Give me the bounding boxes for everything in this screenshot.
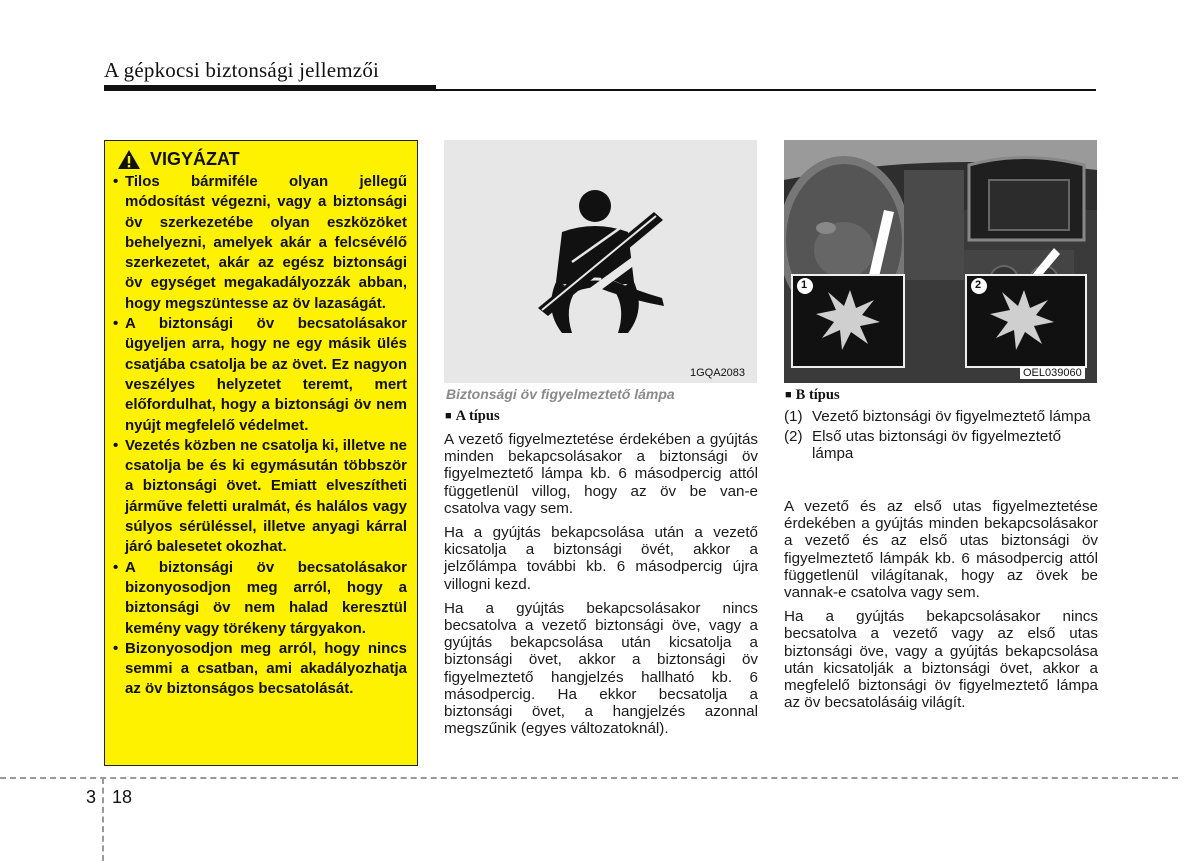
list-item bbox=[784, 408, 1098, 425]
type-b-label: ■ B típus bbox=[785, 387, 840, 403]
warning-item: • A biztonsági öv becsatolásakor bizonyosodjon meg arról, hogy a biztonsági öv nem halad keresztül kemény vagy törékeny tárgyakon. bbox=[113, 558, 407, 639]
paragraph: Ha a gyújtás bekapcsolásakor nincs becsatolva a vezető biztonsági öve, vagy a gyújtás bekapcsolása után kicsatolja a biztonsági övet, akkor a biztonsági öv figyelmeztető hangjelzés hallható kb. 6 másodpercig. Ha ekkor becsatolja a biztonsági övet, a hangjelzés azonnal megszűnik (egyes változatoknál). bbox=[444, 599, 758, 738]
type-b-text bbox=[784, 498, 1098, 718]
type-a-label: ■ A típus bbox=[445, 408, 500, 424]
footer-vertical-divider bbox=[102, 778, 104, 861]
list-item-num: (2) bbox=[784, 428, 803, 446]
warning-box bbox=[104, 140, 418, 766]
paragraph: Ha a gyújtás bekapcsolásakor nincs becsatolva a vezető vagy az első utas biztonsági öve, vagy a gyújtás bekapcsolása után kicsatolják a biztonsági övet, akkor a megfelelő biztonsági öv figyelmeztető lámpa az öv becsatolásáig világít. bbox=[784, 608, 1098, 712]
warning-header bbox=[117, 149, 407, 170]
warning-item: • A biztonsági öv becsatolásakor ügyeljen arra, hogy ne egy másik ülés csatjába csatolja be az övet. Ez nagyon veszélyes helyzetet teremt, mert előfordulhat, hogy a biztonsági öv nem nyújt megfelelő védelmet. bbox=[113, 314, 407, 436]
warning-item: • Tilos bármiféle olyan jellegű módosítást végezni, vagy a biztonsági öv szerkezetébe olyan eszközöket behelyezni, amelyek akár a felcsévélő szerkezetet, akár az egész biztonsági öv egységet megakadályozzák abban, hogy megszüntesse az öv lazaságát. bbox=[113, 172, 407, 314]
header-rule-thin bbox=[436, 89, 1096, 91]
marker-1: 1 bbox=[801, 279, 808, 291]
warning-item: • Vezetés közben ne csatolja ki, illetve ne csatolja be és ki egymásután többször a biztonsági övet. Emiatt elveszítheti járműve feletti uralmát, és halálos vagy súlyos sérüléssel, illetve anyagi kárral járó balesetet okozhat. bbox=[113, 436, 407, 558]
warning-list bbox=[113, 172, 407, 700]
list-item-text: Vezető biztonsági öv figyelmeztető lámpa bbox=[812, 408, 1091, 425]
page-header-title: A gépkocsi biztonsági jellemzői bbox=[104, 58, 380, 82]
list-item bbox=[784, 428, 1098, 462]
type-a-text bbox=[444, 431, 758, 744]
type-b-list bbox=[784, 408, 1098, 466]
chapter-number: 3 bbox=[86, 787, 97, 807]
seatbelt-figure bbox=[444, 140, 757, 383]
paragraph: Ha a gyújtás bekapcsolása után a vezető kicsatolja a biztonsági övét, akkor a jelzőlámpa további kb. 6 másodpercig újra villogni kezd. bbox=[444, 524, 758, 593]
paragraph: A vezető és az első utas figyelmeztetése érdekében a gyújtás minden bekapcsolásakor a vezető és az első utas biztonsági öv figyelmeztető lámpák kb. 6 másodpercig attól függetlenül világítanak, hogy az övek be vannak-e csatolva vagy sem. bbox=[784, 498, 1098, 602]
page-number: 18 bbox=[112, 787, 133, 807]
footer-divider bbox=[0, 777, 1178, 779]
type-b-label-text: B típus bbox=[795, 387, 840, 403]
warning-item: • Bizonyosodjon meg arról, hogy nincs semmi a csatban, ami akadályozhatja az öv biztonságos becsatolását. bbox=[113, 639, 407, 700]
warning-title: VIGYÁZAT bbox=[150, 149, 240, 169]
seatbelt-warning-icon bbox=[444, 140, 757, 383]
marker-2: 2 bbox=[975, 279, 982, 291]
figure-a-code: 1GQA2083 bbox=[690, 367, 746, 379]
list-item-text: Első utas biztonsági öv figyelmeztető lámpa bbox=[812, 428, 1062, 463]
dashboard-illustration bbox=[784, 140, 1097, 383]
header-rule-thick bbox=[104, 85, 436, 91]
figure-b-code: OEL039060 bbox=[1020, 367, 1085, 379]
paragraph: A vezető figyelmeztetése érdekében a gyújtás minden bekapcsolásakor a biztonsági öv figyelmeztető lámpa kb. 6 másodpercig attól függetlenül villog, hogy az öv be van-e csatolva vagy sem. bbox=[444, 431, 758, 517]
dashboard-seatbelt-lamps-photo bbox=[784, 140, 1097, 383]
type-a-label-text: A típus bbox=[455, 408, 500, 424]
warning-triangle-icon bbox=[117, 149, 141, 170]
list-item-num: (1) bbox=[784, 408, 803, 425]
figure-a-caption: Biztonsági öv figyelmeztető lámpa bbox=[446, 386, 675, 402]
